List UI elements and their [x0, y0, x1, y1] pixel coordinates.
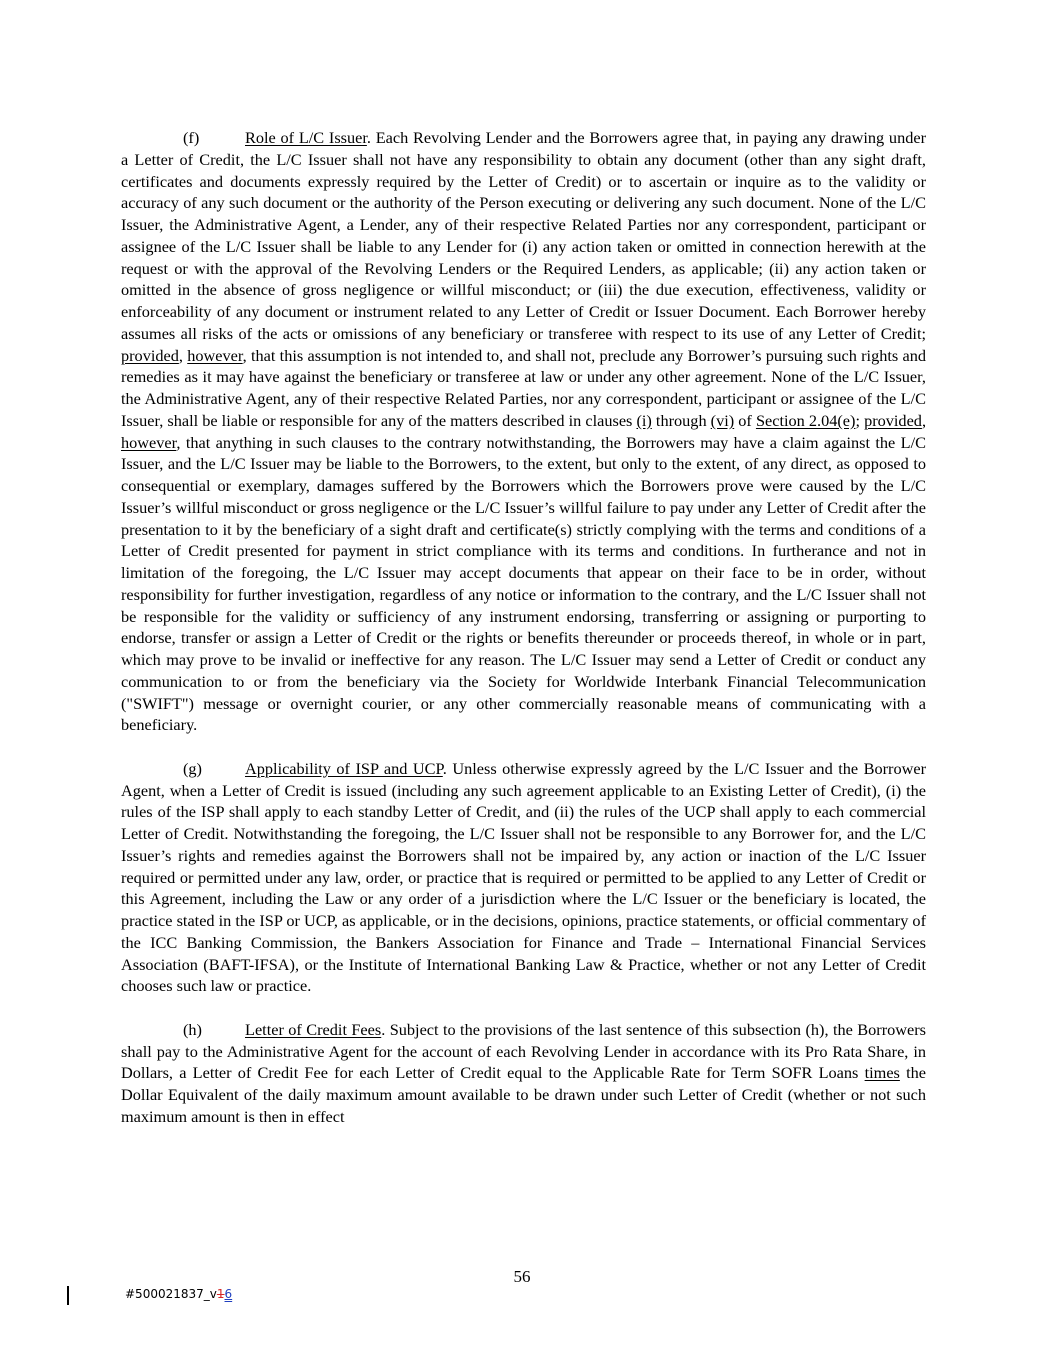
- paragraph-text: . Unless otherwise expressly agreed by the L/C Issuer and the Borrower Agent, when a Letter of Credit is issued (including any such agreement applicable to an Existing Letter of Credit), (i) the rules of the ISP shall apply to each standby Letter of Credit, and (ii) the rules of the UCP shall apply to each commercial Letter of Credit. Notwithstanding the foregoing, the L/C Issuer shall not be responsible to any Borrower for, and the L/C Issuer’s rights and remedies against the Borrowers shall not be impaired by, any action or inaction of the L/C Issuer required or permitted under any law, order, or practice that is required or permitted to be applied to any Letter of Credit or this Agreement, including the Law or any order of a jurisdiction where the L/C Issuer or the beneficiary is located, the practice stated in the ISP or UCP, as applicable, or in the decisions, opinions, practice statements, or official commentary of the ICC Banking Commission, the Bankers Association for Finance and Trade – International Financial Services Association (BAFT-IFSA), or the Institute of International Banking Law & Practice, whether or not any Letter of Credit chooses such law or practice.: [121, 758, 926, 996]
- paragraph-text: ,: [178, 345, 188, 365]
- document-id: [125, 1286, 232, 1302]
- paragraph: [121, 1019, 926, 1128]
- paragraph-label: (g): [183, 758, 202, 778]
- paragraph-text: ;: [855, 410, 865, 430]
- underlined-term: provided: [121, 345, 179, 365]
- paragraph-text: . Each Revolving Lender and the Borrowers agree that, in paying any drawing under a Letter of Credit, the L/C Issuer shall not have any responsibility to obtain any document (other than any sight draft, certificates and documents expressly required by the Letter of Credit) or to ascertain or inquire as to the validity or accuracy of any such document or the authority of the Person executing or delivering any such document. None of the L/C Issuer, the Administrative Agent, a Lender, any of their respective Related Parties nor any correspondent, participant or assignee of the L/C Issuer shall be liable to any Lender for (i) any action taken or omitted in connection herewith at the request or with the approval of the Revolving Lenders or the Required Lenders, as applicable; (ii) any action taken or omitted in the absence of gross negligence or willful misconduct; or (iii) the due execution, effectiveness, validity or enforceability of any document or instrument related to any Letter of Credit or Issuer Document. Each Borrower hereby assumes all risks of the acts or omissions of any beneficiary or transferee with respect to its use of any Letter of Credit;: [121, 128, 926, 343]
- paragraph-heading: Applicability of ISP and UCP: [245, 758, 443, 778]
- paragraph-text: , that anything in such clauses to the contrary notwithstanding, the Borrowers may have a claim against the L/C Issuer, and the L/C Issuer may be liable to the Borrowers, to the extent, but only to the extent, of any direct, as opposed to consequential or exemplary, damages suffered by the Borrowers which the Borrowers prove were caused by the L/C Issuer’s willful misconduct or gross negligence or the L/C Issuer’s willful failure to pay under any Letter of Credit after the presentation to it by the beneficiary of a sight draft and certificate(s) strictly complying with the terms and conditions of a Letter of Credit presented for payment in strict compliance with its terms and conditions. In furtherance and not in limitation of the foregoing, the L/C Issuer may accept documents that appear on their face to be in order, without responsibility for further investigation, regardless of any notice or information to the contrary, and the L/C Issuer shall not be responsible for the validity or sufficiency of any instrument endorsing, transferring or assigning or purporting to endorse, transfer or assign a Letter of Credit or the rights or benefits thereunder or proceeds thereof, in whole or in part, which may prove to be invalid or ineffective for any reason. The L/C Issuer may send a Letter of Credit or conduct any communication to or from the beneficiary via the Society for Worldwide Interbank Financial Telecommunication ("SWIFT") message or overnight courier, or any other commercially reasonable means of communicating with a beneficiary.: [121, 432, 926, 735]
- page-body: [121, 127, 926, 1149]
- paragraph-text: of: [734, 410, 756, 430]
- underlined-term: (vi): [710, 410, 735, 430]
- document-id-inserted-version: 6: [224, 1287, 233, 1301]
- paragraph-text: . Subject to the provisions of the last sentence of this subsection (h), the Borrowers shall pay to the Administrative Agent for the account of each Revolving Lender in accordance with its Pro Rata Share, in Dollars, a Letter of Credit Fee for each Letter of Credit equal to the Applicable Rate for Term SOFR Loans: [121, 1019, 926, 1083]
- paragraph-label: (f): [183, 128, 200, 147]
- document-id-deleted-version: 1: [216, 1287, 225, 1301]
- paragraph-label: (h): [183, 1019, 202, 1039]
- underlined-term: however: [187, 345, 243, 365]
- paragraph: [121, 127, 926, 736]
- revision-change-bar: [67, 1286, 69, 1305]
- paragraph-heading: Role of L/C Issuer: [245, 128, 367, 147]
- underlined-term: Section 2.04(e): [755, 410, 856, 430]
- page-number: 56: [513, 1267, 531, 1286]
- paragraph-text: through: [651, 410, 711, 430]
- document-id-prefix: #500021837_v: [125, 1287, 217, 1301]
- underlined-term: (i): [636, 410, 652, 430]
- paragraph: [121, 758, 926, 997]
- underlined-term: however: [121, 432, 177, 452]
- paragraph-text: ,: [921, 410, 927, 430]
- paragraph-text: the Dollar Equivalent of the daily maximum amount available to be drawn under such Letter of Credit (whether or not such maximum amount is then in effect: [121, 1063, 926, 1126]
- underlined-term: times: [864, 1063, 900, 1083]
- underlined-term: provided: [864, 410, 922, 430]
- paragraph-heading: Letter of Credit Fees: [245, 1019, 382, 1039]
- paragraph-text: , that this assumption is not intended to, and shall not, preclude any Borrower’s pursuing such rights and remedies as it may have against the beneficiary or transferee at law or under any other agreement. None of the L/C Issuer, the Administrative Agent, any of their respective Related Parties, nor any correspondent, participant or assignee of the L/C Issuer, shall be liable or responsible for any of the matters described in clauses: [121, 345, 926, 430]
